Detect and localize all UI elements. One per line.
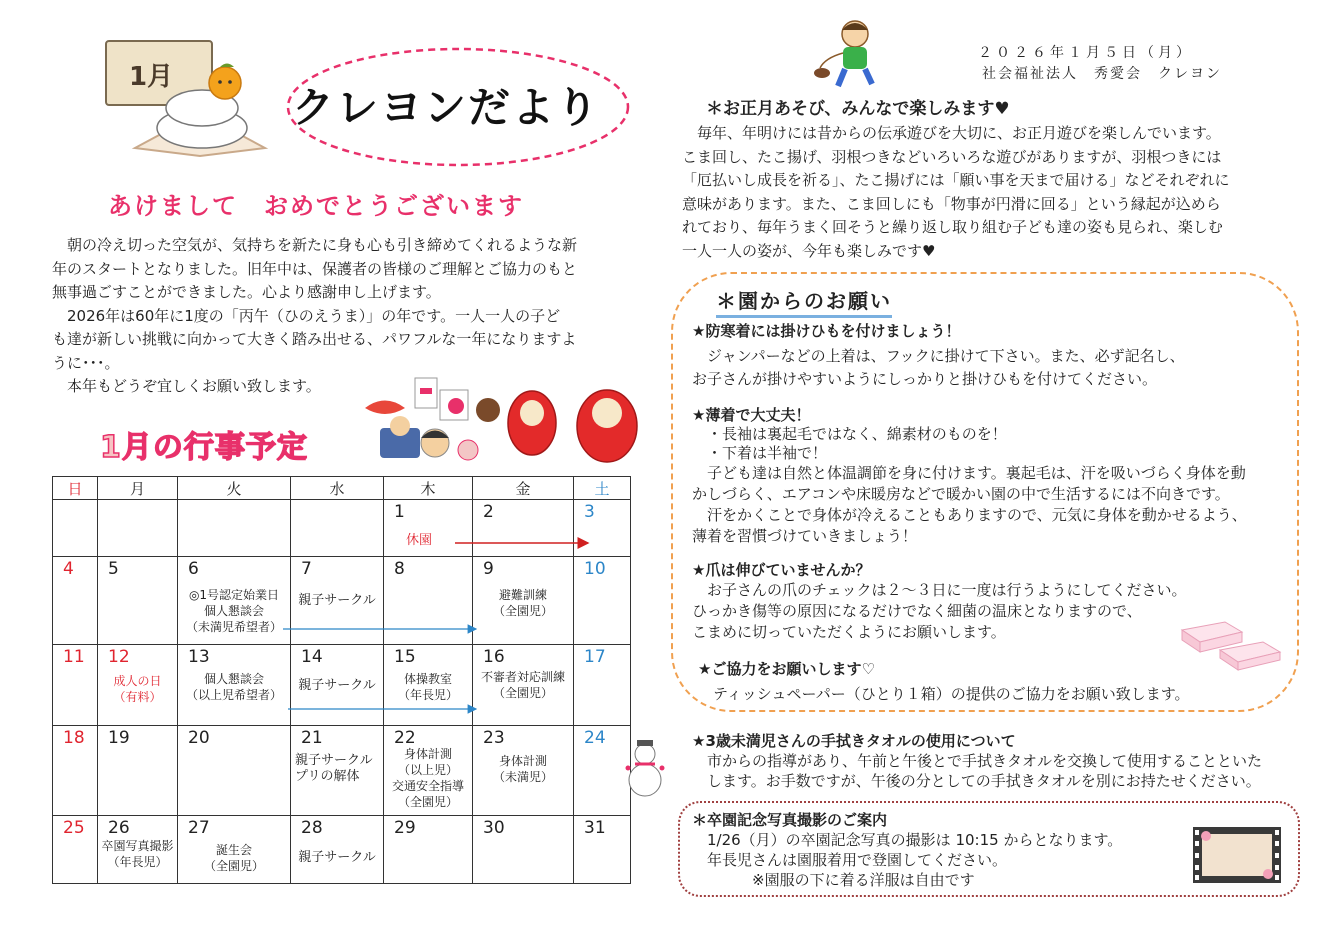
day-number: 12 [108,647,130,667]
event-line: 卒園写真撮影 [101,839,174,853]
request-line: ・下着は半袖で！ [692,444,828,462]
towel-section [692,730,1312,791]
calendar-cell [53,726,98,816]
calendar-cell [98,726,178,816]
calendar-cell [291,816,384,884]
event-line: （未満児） [492,770,553,784]
weekday-sun: 日 [53,477,98,500]
event-d13 [178,671,290,703]
event-line: 身体計測 [403,747,452,761]
event-line: 体操教室 [403,672,452,686]
day-number: 11 [63,647,85,667]
schedule-title: 1月の行事予定 [100,430,308,465]
day-number: 4 [63,559,74,579]
event-d27 [178,842,290,874]
towel-line: 市からの指導があり、午前と午後とで手拭きタオルを交換して使用することといた [692,752,1263,770]
event-d14: 親子サークル [298,678,376,693]
day-number: 2 [483,502,494,522]
request-line: ・長袖は裏起毛ではなく、綿素材のものを！ [692,425,1007,443]
shogatsu-line: 「厄払いし成長を祈る」、たこ揚げには「願い事を天まで届ける」などそれぞれに [682,171,1230,189]
day-number: 23 [483,728,505,748]
requests-heading: ＊園からのお願い [716,285,892,318]
request-line: ひっかき傷等の原因になるだけでなく細菌の温床となりますので、 [692,602,1142,620]
request-item-2 [692,404,1292,547]
calendar-cell [384,645,473,726]
shogatsu-line: 意味があります。また、こま回しにも「物事が円滑に回る」という縁起が込めら [682,194,1221,213]
calendar-cell [291,557,384,645]
event-d28: 親子サークル [298,850,376,865]
calendar-cell [384,726,473,816]
event-line: （全園児） [203,859,264,873]
calendar-cell [384,816,473,884]
shogatsu-line: 一人一人の姿が、今年も楽しみです♥ [682,241,936,260]
request-line: かしづらく、エアコンや床暖房などで暖かい園の中で生活するには不向きです。 [692,485,1230,503]
request-item-1 [692,320,1292,391]
day-number: 16 [483,647,505,667]
event-line: 誕生会 [215,843,252,857]
intro-line: 年のスタートとなりました。旧年中は、保護者の皆様のご理解とご協力のもと [52,259,578,278]
request-line: ティッシュペーパー（ひとり１箱）の提供のご協力をお願い致します。 [698,685,1190,703]
intro-line: 無事過ごすことができました。心より感謝申し上げます。 [52,283,441,301]
day-number: 25 [63,818,85,838]
request-title: ★ご協力をお願いします♡ [698,660,875,678]
event-line: ◎1号認定始業日 [188,588,280,602]
day-number: 14 [301,647,323,667]
day-number: 30 [483,818,505,838]
event-line: （年長児） [397,688,458,702]
event-line: 身体計測 [498,754,547,768]
day-number: 13 [188,647,210,667]
day-number: 29 [394,818,416,838]
request-line: ジャンパーなどの上着は、フックに掛けて下さい。また、必ず記名し、 [692,347,1185,365]
weekday-tue: 火 [178,477,291,500]
day-number: 15 [394,647,416,667]
calendar-cell [98,557,178,645]
calendar-cell [574,645,631,726]
event-line: 成人の日 [113,674,162,688]
event-line: 個人懇談会 [203,672,264,686]
event-d26 [98,838,177,870]
day-number: 27 [188,818,210,838]
shogatsu-line: 毎年、年明けには昔からの伝承遊びを大切に、お正月遊びを楽しんでいます。 [682,124,1221,142]
request-line: お子さんが掛けやすいようにしっかりと掛けひもを付けてください。 [692,370,1158,388]
weekday-wed: 水 [291,477,384,500]
day-number: 3 [584,502,595,522]
newsletter-title: クレヨンだより [292,83,601,132]
event-d23 [473,753,573,785]
event-d22 [384,746,472,810]
event-line: 親子サークル [295,753,373,768]
calendar-cell [291,726,384,816]
request-title: ★薄着で大丈夫！ [692,406,811,424]
event-line: 避難訓練 [498,588,547,602]
calendar-cell [53,645,98,726]
weekday-mon: 月 [98,477,178,500]
calendar-cell [98,500,178,557]
calendar-cell [98,645,178,726]
calendar-cell [178,726,291,816]
calendar-cell [291,500,384,557]
calendar-cell [574,816,631,884]
day-number: 6 [188,559,199,579]
event-line: 不審者対応訓練 [480,670,565,684]
event-line: （以上児希望者） [185,688,282,702]
photo-line: ※園服の下に着る洋服は自由です [692,871,975,889]
shogatsu-line: れており、毎年うまく回そうと繰り返し取り組む子ども達の姿も見られ、楽しむ [682,218,1223,236]
photo-line: 年長児さんは園服着用で登園してください。 [692,851,1008,869]
organization-name: 社会福祉法人 秀愛会 クレヨン [982,66,1222,82]
weekday-sat: 土 [574,477,631,500]
day-number: 28 [301,818,323,838]
day-number: 10 [584,559,606,579]
event-d15 [384,671,472,703]
event-line: プリの解体 [295,769,360,784]
intro-line: も達が新しい挑戦に向かって大きく踏み出せる、パワフルな一年になりますよ [52,330,577,348]
calendar-cell [473,500,574,557]
month-label: 1月 [129,62,174,92]
shogatsu-paragraph [682,122,1312,263]
day-number: 22 [394,728,416,748]
day-number: 1 [394,502,405,522]
day-number: 5 [108,559,119,579]
event-line: 個人懇談会 [203,604,264,618]
request-line: お子さんの爪のチェックは２～３日に一度は行うようにしてください。 [692,581,1187,599]
event-d6 [178,587,290,635]
calendar-cell [178,816,291,884]
kid-spinning-top-illustration [810,18,890,93]
intro-line: うに･･･。 [52,353,120,372]
request-title: ★防寒着には掛けひもを付けましょう！ [692,322,961,340]
film-frame-illustration [1192,826,1282,884]
event-d16 [473,669,573,701]
day-number: 17 [584,647,606,667]
towel-line: します。お手数ですが、午後の分としての手拭きタオルを別にお持たせください。 [692,772,1261,790]
event-calendar [52,476,631,884]
weekday-fri: 金 [473,477,574,500]
request-item-4 [698,658,1298,706]
event-line: （全園児） [492,604,553,618]
event-line: （全園児） [492,686,553,700]
calendar-cell [291,645,384,726]
calendar-cell [384,500,473,557]
calendar-cell [178,500,291,557]
kagami-mochi-illustration [130,58,270,158]
intro-line: 2026年は60年に1度の「丙午（ひのえうま）」の年です。一人一人の子ど [52,306,561,325]
calendar-cell [473,645,574,726]
towel-title: ★3歳未満児さんの手拭きタオルの使用について [692,732,1016,750]
request-line: こまめに切っていただくようにお願いします。 [692,623,1006,641]
photo-title: ＊卒園記念写真撮影のご案内 [692,811,888,829]
day-number: 20 [188,728,210,748]
calendar-cell [53,557,98,645]
event-kyuen: 休園 [406,533,433,548]
intro-line: 本年もどうぞ宜しくお願い致します。 [52,377,321,395]
calendar-cell [473,557,574,645]
event-line: 交通安全指導 [391,779,464,793]
event-d12 [98,673,177,705]
calendar-cell [473,816,574,884]
day-number: 24 [584,728,606,748]
day-number: 7 [301,559,312,579]
new-year-goods-illustration [360,368,640,468]
shogatsu-heading: ＊お正月あそび、みんなで楽しみます♥ [706,99,1010,119]
photo-section [692,809,1192,890]
photo-line: 1/26（月）の卒園記念写真の撮影は 10:15 からとなります。 [692,831,1123,849]
calendar-cell [178,557,291,645]
intro-line: 朝の冷え切った空気が、気持ちを新たに身も心も引き締めてくれるような新 [52,236,578,254]
event-line: （以上児） [397,763,458,777]
event-line: （未満児希望者） [185,620,282,634]
new-year-greeting: あけまして おめでとうございます [108,192,524,220]
calendar-cell [574,500,631,557]
shogatsu-line: こま回し、たこ揚げ、羽根つきなどいろいろな遊びがありますが、羽根つきには [682,147,1222,166]
calendar-cell [473,726,574,816]
day-number: 18 [63,728,85,748]
request-title: ★爪は伸びていませんか？ [692,561,871,579]
event-line: （年長児） [107,855,168,869]
event-d21 [295,753,373,785]
event-d9 [473,587,573,619]
day-number: 9 [483,559,494,579]
day-number: 21 [301,728,323,748]
calendar-cell [178,645,291,726]
calendar-cell [53,500,98,557]
calendar-cell [53,816,98,884]
day-number: 26 [108,818,130,838]
calendar-cell [574,557,631,645]
day-number: 31 [584,818,606,838]
issue-date: ２０２６年１月５日（月） [978,45,1194,61]
event-d7: 親子サークル [298,593,376,608]
weekday-thu: 木 [384,477,473,500]
snowman-illustration [620,738,670,800]
request-line: 汗をかくことで身体が冷えることもありますので、元気に身体を動かせるよう、 [692,506,1247,524]
calendar-cell [384,557,473,645]
day-number: 8 [394,559,405,579]
event-line: （全園児） [397,795,458,809]
request-line: 薄着を習慣づけていきましょう！ [692,527,918,545]
request-line: 子ども達は自然と体温調節を身に付けます。裏起毛は、汗を吸いづらく身体を動 [692,464,1246,482]
event-line: （有料） [113,690,162,704]
calendar-cell [98,816,178,884]
day-number: 19 [108,728,130,748]
